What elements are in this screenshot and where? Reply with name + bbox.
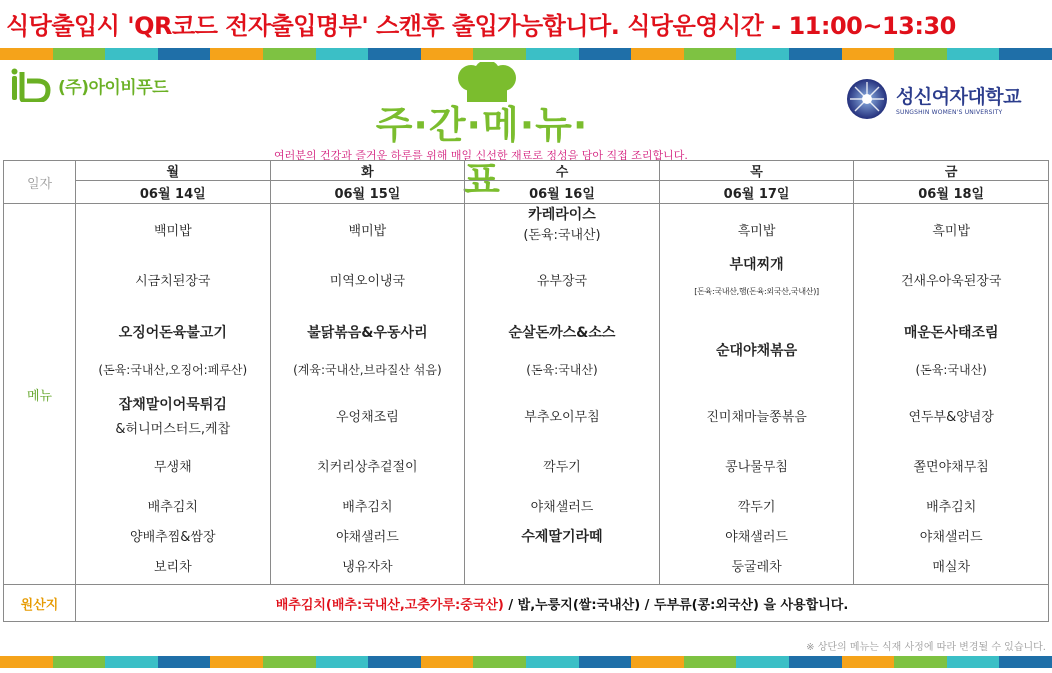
stripe-segment [263, 48, 316, 60]
subtitle: 여러분의 건강과 즐거운 하루를 위해 매일 신선한 재료로 정성을 담아 직접 조리합니다. [274, 149, 688, 162]
menu-item: 쫄면야채무침 [913, 460, 989, 475]
menu-item: 시금치된장국 [135, 274, 211, 289]
date-wed: 06월 16일 [465, 181, 660, 204]
menu-item: 우엉채조림 [335, 410, 399, 425]
day-header-mon: 월 [76, 161, 271, 181]
day-header-thu: 목 [659, 161, 854, 181]
menu-item: 무생채 [153, 460, 192, 475]
stripe-segment [947, 656, 1000, 668]
stripe-segment [526, 48, 579, 60]
menu-item: 매운돈사태조림 [903, 325, 999, 341]
origin-statement [76, 585, 1049, 622]
stripe-segment [894, 48, 947, 60]
menu-item: &허니머스터드,케찹 [115, 422, 231, 437]
menu-item: 치커리상추겉절이 [317, 460, 418, 475]
stripe-segment [789, 656, 842, 668]
menu-column-fri [854, 204, 1049, 585]
menu-item: (돈육:국내산) [526, 363, 598, 377]
menu-item: 건새우아욱된장국 [900, 274, 1002, 289]
stripe-segment [158, 656, 211, 668]
stripe-segment [842, 48, 895, 60]
stripe-segment [210, 48, 263, 60]
stripe-segment [789, 48, 842, 60]
origin-rice-tofu: / 밥,누룽지(쌀:국내산) / 두부류(콩:외국산) 을 사용합니다. [503, 597, 849, 613]
menu-row-label: 메뉴 [4, 204, 76, 585]
menu-item: 야채샐러드 [530, 500, 594, 515]
menu-item: (계육:국내산,브라질산 섞음) [293, 363, 442, 377]
menu-column-wed [465, 204, 660, 585]
menu-item: 수제딸기라떼 [521, 529, 603, 545]
menu-row [4, 204, 1049, 585]
menu-item: 흑미밥 [737, 224, 776, 239]
menu-item: 연두부&양념장 [908, 410, 994, 425]
menu-item: 부추오이무침 [524, 410, 600, 425]
menu-item: 잡채말이어묵튀김 [118, 397, 227, 413]
date-thu: 06월 17일 [659, 181, 854, 204]
origin-kimchi: 배추김치(배추:국내산,고춧가루:중국산) [275, 597, 504, 613]
stripe-segment [210, 656, 263, 668]
menu-item: (돈육:국내산) [523, 228, 601, 243]
stripe-segment [263, 656, 316, 668]
menu-item: 오징어돈육불고기 [118, 325, 227, 341]
menu-item: 깍두기 [737, 500, 776, 515]
menu-column-mon [76, 204, 271, 585]
menu-item: 깍두기 [543, 460, 581, 475]
university-name-en: SUNGSHIN WOMEN'S UNIVERSITY [896, 109, 1003, 116]
stripe-segment [53, 656, 106, 668]
stripe-segment [894, 656, 947, 668]
origin-row-label: 원산지 [4, 585, 76, 622]
stripe-segment [316, 48, 369, 60]
company-name: (주)아이비푸드 [58, 77, 169, 98]
menu-item: 냉유자차 [342, 560, 393, 575]
stripe-segment [736, 656, 789, 668]
menu-item: 보리차 [153, 560, 192, 575]
menu-item: 백미밥 [153, 224, 192, 239]
menu-item: 야채샐러드 [335, 530, 399, 545]
university-logo [846, 78, 1021, 120]
footnote: ※ 상단의 메뉴는 식재 사정에 따라 변경될 수 있습니다. [806, 642, 1046, 653]
stripe-segment [473, 48, 526, 60]
date-row [4, 181, 1049, 204]
stripe-segment [579, 48, 632, 60]
stripe-segment [947, 48, 1000, 60]
menu-item: 양배추찜&쌈장 [130, 530, 216, 545]
day-header-fri: 금 [854, 161, 1049, 181]
menu-item: 불닭볶음&우동사리 [307, 325, 428, 341]
day-header-tue: 화 [270, 161, 465, 181]
menu-item: 배추김치 [147, 500, 198, 515]
menu-item: 백미밥 [348, 224, 387, 239]
notice-banner: 식당출입시 'QR코드 전자출입명부' 스캔후 출입가능합니다. 식당운영시간 - 11:00~13:30 [6, 12, 956, 40]
date-row-label: 일자 [4, 161, 76, 204]
bottom-color-stripe [0, 656, 1052, 668]
stripe-segment [158, 48, 211, 60]
date-fri: 06월 18일 [854, 181, 1049, 204]
stripe-segment [0, 656, 53, 668]
menu-item: 콩나물무침 [725, 460, 788, 475]
menu-item: 둥굴레차 [731, 560, 782, 575]
stripe-segment [421, 656, 474, 668]
top-color-stripe [0, 48, 1052, 60]
menu-item: 진미채마늘쫑볶음 [706, 410, 807, 425]
menu-item: 매실차 [932, 560, 971, 575]
stripe-segment [473, 656, 526, 668]
menu-item: 순살돈까스&소스 [508, 325, 616, 341]
menu-item: 배추김치 [926, 500, 977, 515]
page-title: 주·간·메·뉴·표 [375, 103, 589, 202]
stripe-segment [53, 48, 106, 60]
menu-item: (돈육:국내산,오징어:페루산) [98, 363, 248, 377]
stripe-segment [105, 656, 158, 668]
ib-logo-icon [10, 68, 52, 102]
menu-item: 순대야채볶음 [716, 343, 798, 359]
weekly-menu-table [3, 160, 1049, 622]
stripe-segment [579, 656, 632, 668]
day-row [4, 161, 1049, 181]
stripe-segment [105, 48, 158, 60]
menu-item: [돈육:국내산,햄(돈육:외국산,국내산)] [694, 287, 819, 296]
stripe-segment [736, 48, 789, 60]
stripe-segment [684, 48, 737, 60]
stripe-segment [0, 48, 53, 60]
menu-item: (돈육:국내산) [915, 363, 987, 377]
menu-column-tue [270, 204, 465, 585]
menu-item: 흑미밥 [932, 224, 971, 239]
menu-column-thu [659, 204, 854, 585]
stripe-segment [631, 48, 684, 60]
menu-item: 미역오이냉국 [329, 274, 406, 289]
university-name: 성신여자대학교 [896, 86, 1021, 108]
stripe-segment [421, 48, 474, 60]
stripe-segment [316, 656, 369, 668]
origin-row [4, 585, 1049, 622]
stripe-segment [631, 656, 684, 668]
university-emblem-icon [846, 78, 888, 120]
stripe-segment [368, 48, 421, 60]
stripe-segment [684, 656, 737, 668]
stripe-segment [842, 656, 895, 668]
stripe-segment [526, 656, 579, 668]
menu-item: 야채샐러드 [725, 530, 788, 545]
date-mon: 06월 14일 [76, 181, 271, 204]
menu-item: 유부장국 [536, 274, 588, 289]
menu-item: 배추김치 [342, 500, 393, 515]
date-tue: 06월 15일 [270, 181, 465, 204]
menu-item: 부대찌개 [729, 257, 784, 273]
stripe-segment [999, 48, 1052, 60]
day-header-wed: 수 [465, 161, 660, 181]
stripe-segment [999, 656, 1052, 668]
menu-item: 카레라이스 [528, 207, 596, 223]
menu-item: 야채샐러드 [919, 530, 983, 545]
company-logo [10, 68, 168, 102]
stripe-segment [368, 656, 421, 668]
